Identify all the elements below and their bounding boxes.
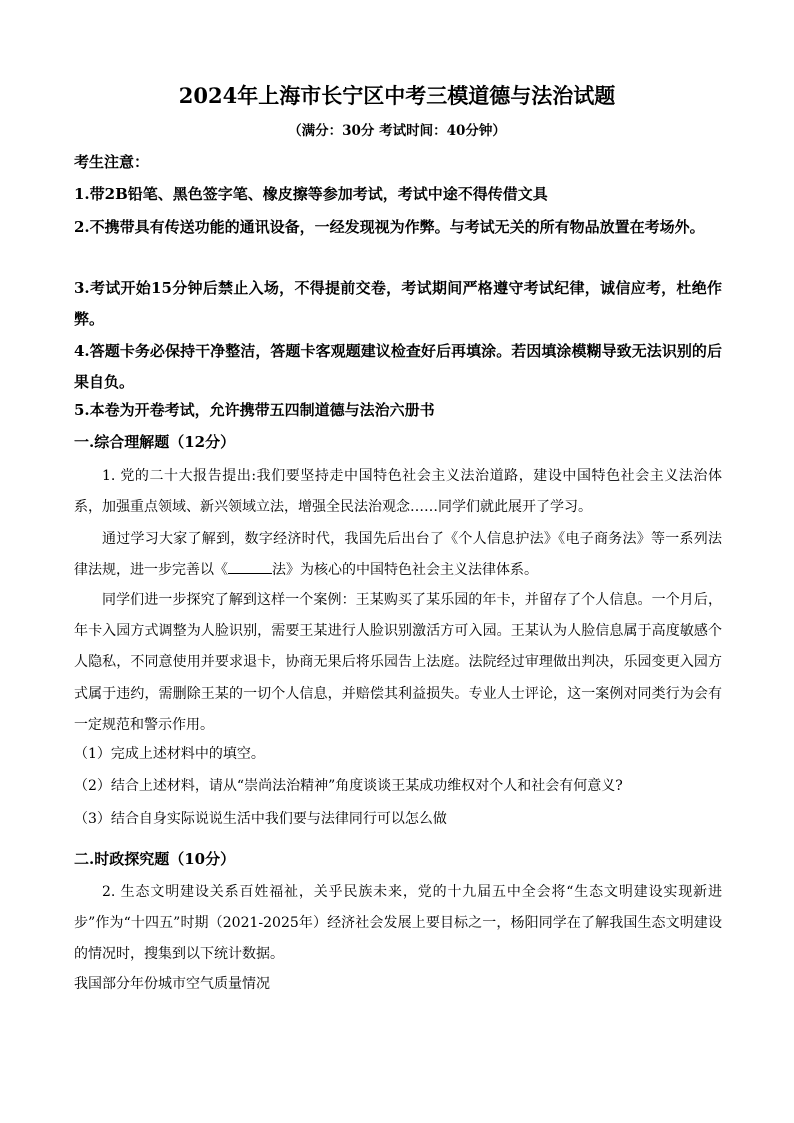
notice-heading: 考生注意： bbox=[74, 153, 150, 171]
notice-item-4: 4.答题卡务必保持干净整洁，答题卡客观题建议检查好后再填涂。若因填涂模糊导致无法识别的后果自负。 bbox=[74, 342, 722, 391]
notice-item-3: 3.考试开始15分钟后禁止入场，不得提前交卷，考试期间严格遵守考试纪律，诚信应考，杜绝作弊。 bbox=[74, 279, 722, 328]
question-1-stem: 1. 党的二十大报告提出:我们要坚持走中国特色社会主义法治道路，建设中国特色社会主义法治体系，加强重点领域、新兴领域立法，增强全民法治观念……同学们就此展开了学习。 bbox=[74, 468, 722, 515]
sub-question-3: （3）结合自身实际说说生活中我们要与法律同行可以怎么做 bbox=[74, 811, 447, 827]
table-caption: 我国部分年份城市空气质量情况 bbox=[74, 976, 270, 992]
sub-question-2: （2）结合上述材料，请从“崇尚法治精神”角度谈谈王某成功维权对个人和社会有何意义? bbox=[74, 778, 623, 794]
notice-item-1: 1.带2B铅笔、黑色签字笔、橡皮擦等参加考试，考试中途不得传借文具 bbox=[74, 185, 548, 203]
case-paragraph: 同学们进一步探究了解到这样一个案例：王某购买了某乐园的年卡，并留存了个人信息。一个月后，年卡入园方式调整为人脸识别，需要王某进行人脸识别激活方可入园。王某认为人脸信息属于高度敏感个人隐私，不同意使用并要求退卡，协商无果后将乐园告上法庭。法院经过审理做出判决，乐园变更入园方式属于违约，需删除王某的一切个人信息，并赔偿其利益损失。专业人士评论，这一案例对同类行为会有一定规范和警示作用。 bbox=[74, 592, 722, 733]
notice-item-2: 2.不携带具有传送功能的通讯设备，一经发现视为作弊。与考试无关的所有物品放置在考场外。 bbox=[74, 218, 705, 236]
material-paragraph-1 bbox=[74, 524, 722, 586]
question-2-stem: 2. 生态文明建设关系百姓福祉，关乎民族未来，党的十九届五中全会将“生态文明建设实现新进步”作为“十四五”时期（2021-2025年）经济社会发展上要目标之一，杨阳同学在了解我国生态文明建设的情况时，搜集到以下统计数据。 bbox=[74, 884, 722, 962]
section-2-heading: 二.时政探究题（10分） bbox=[74, 850, 236, 868]
section-1-heading: 一.综合理解题（12分） bbox=[74, 433, 236, 451]
material-text-before-blank: 通过学习大家了解到，数字经济时代，我国先后出台了《个人信息护法》《电子商务法》等一系列法律法规，进一步完善以《 bbox=[74, 531, 722, 578]
sub-question-1: （1）完成上述材料中的填空。 bbox=[74, 746, 265, 762]
fill-blank bbox=[228, 559, 272, 574]
notice-item-5: 5.本卷为开卷考试，允许携带五四制道德与法治六册书 bbox=[74, 401, 435, 419]
page-title: 2024年上海市长宁区中考三模道德与法治试题 bbox=[178, 83, 616, 108]
material-text-after-blank: 法》为核心的中国特色社会主义法律体系。 bbox=[272, 562, 538, 578]
exam-info: （满分：30分 考试时间：40分钟） bbox=[288, 123, 506, 139]
